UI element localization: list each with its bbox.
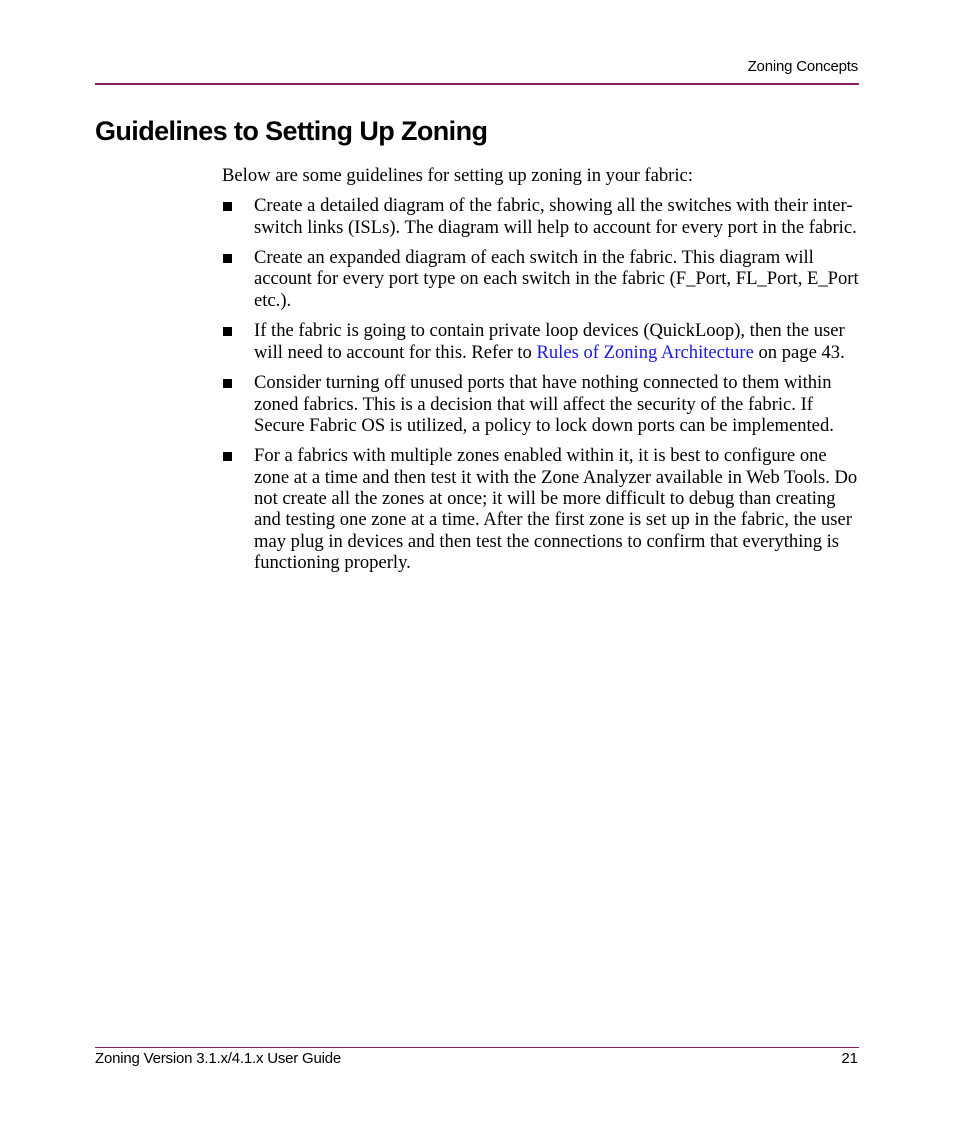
square-bullet-icon — [223, 379, 232, 388]
square-bullet-icon — [223, 254, 232, 263]
intro-paragraph: Below are some guidelines for setting up zoning in your fabric: — [222, 165, 693, 186]
section-heading: Guidelines to Setting Up Zoning — [95, 116, 488, 146]
section-body — [222, 165, 862, 583]
footer-rule — [95, 1047, 859, 1048]
header-rule — [95, 83, 859, 85]
list-item-text-after-link: on page 43. — [753, 341, 845, 363]
rules-of-zoning-architecture-link[interactable]: Rules of Zoning Architecture — [536, 341, 754, 363]
list-item — [222, 195, 862, 238]
list-item — [222, 247, 862, 311]
list-item — [222, 445, 862, 573]
list-item-text: Create an expanded diagram of each switch in the fabric. This diagram will account for every port type on each switch in the fabric (F_Port, FL_Port, E_Port etc.). — [254, 247, 859, 311]
list-item-text-before-link: If the fabric is going to contain private loop devices (QuickLoop), then the user will need to account for this. Refer to — [254, 320, 845, 363]
list-item-text: Create a detailed diagram of the fabric, showing all the switches with their inter-switch links (ISLs). The diagram will help to account for every port in the fabric. — [254, 195, 857, 238]
list-item-text: Consider turning off unused ports that have nothing connected to them within zoned fabrics. This is a decision that will affect the security of the fabric. If Secure Fabric OS is utilized, a policy to lock down ports can be implemented. — [254, 372, 834, 436]
square-bullet-icon — [223, 327, 232, 336]
square-bullet-icon — [223, 202, 232, 211]
list-item-text: For a fabrics with multiple zones enabled within it, it is best to configure one zone at a time and then test it with the Zone Analyzer available in Web Tools. Do not create all the zones at once; it will be more difficult to debug than creating and testing one zone at a time. After the first zone is set up in the fabric, the user may plug in devices and then test the connections to confirm that everything is functioning properly. — [254, 445, 858, 573]
list-item — [222, 320, 862, 363]
footer-doc-title: Zoning Version 3.1.x/4.1.x User Guide — [95, 1050, 342, 1067]
square-bullet-icon — [223, 452, 232, 461]
guideline-list — [222, 195, 862, 573]
running-header: Zoning Concepts — [747, 58, 858, 75]
page-number: 21 — [841, 1050, 858, 1067]
list-item — [222, 372, 862, 436]
